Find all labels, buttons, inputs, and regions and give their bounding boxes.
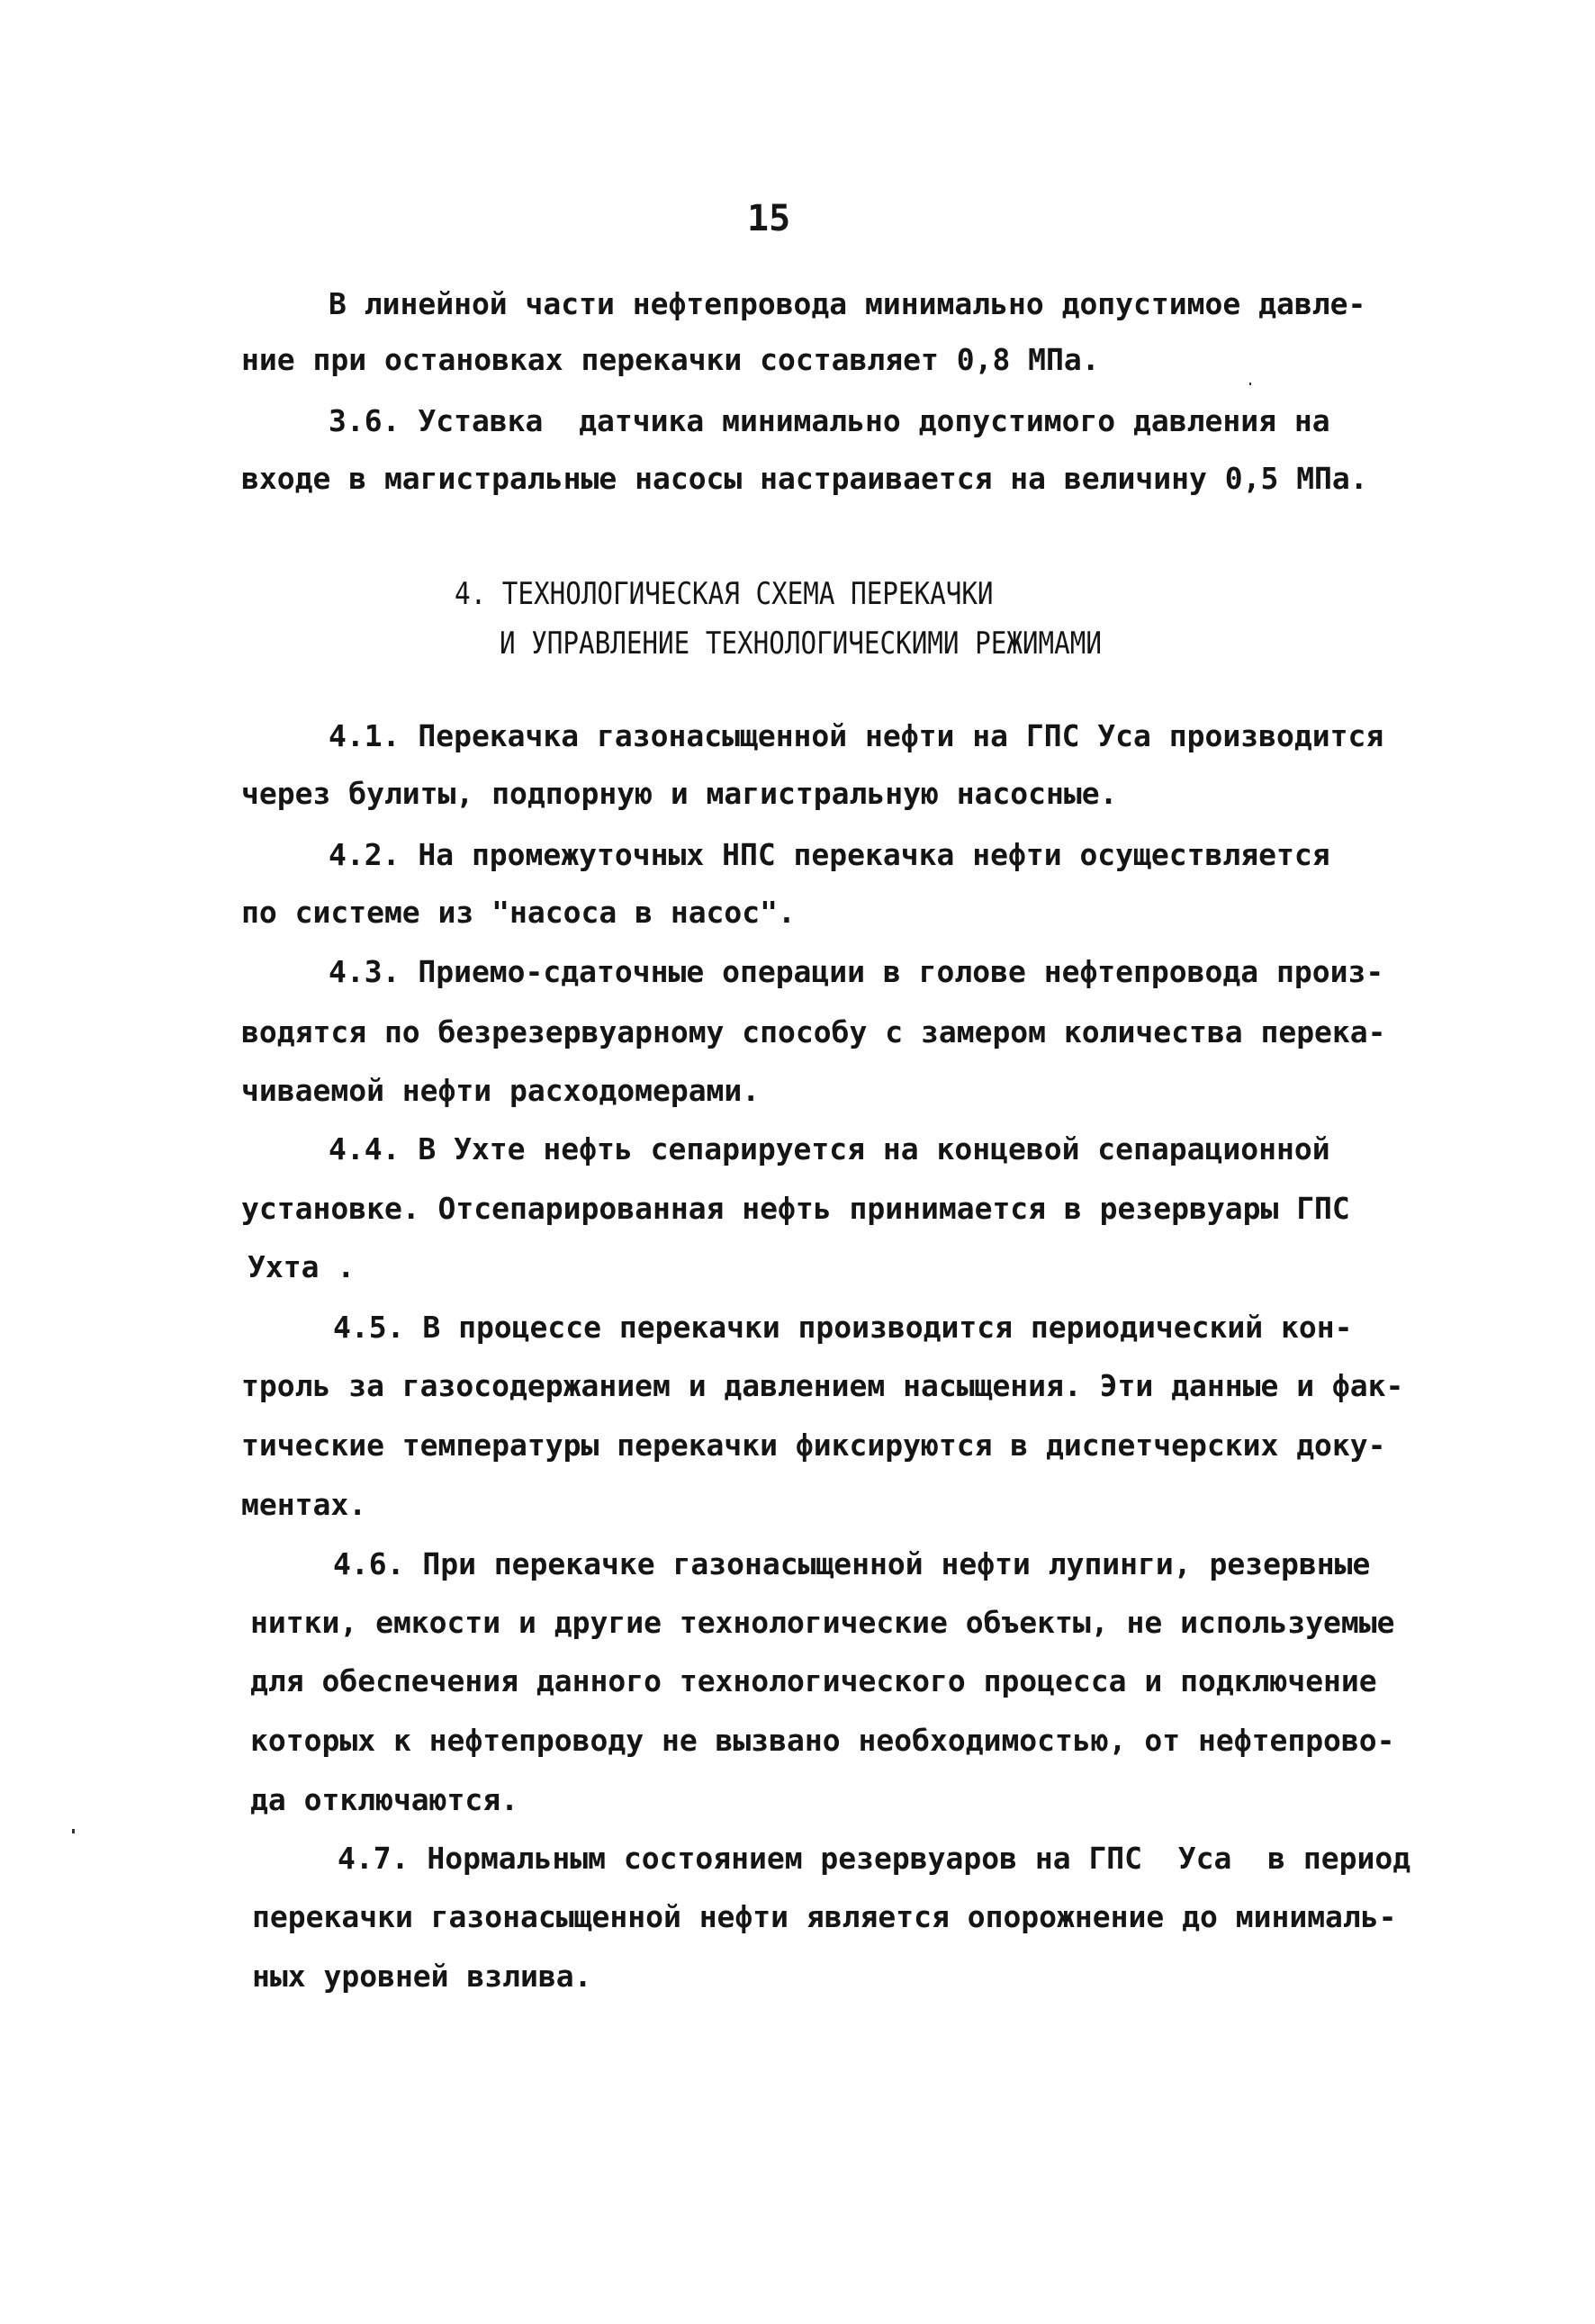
text-line: ние при остановках перекачки составляет 0,8 МПа.: [241, 342, 1100, 377]
text-line: по системе из "насоса в насос".: [241, 895, 796, 930]
text-line: 4.5. В процессе перекачки производится периодический кон-: [333, 1310, 1353, 1345]
text-line: которых к нефтепроводу не вызвано необходимостью, от нефтепрово-: [250, 1723, 1395, 1758]
text-line: тические температуры перекачки фиксируются в диспетчерских доку-: [241, 1428, 1386, 1463]
text-line: чиваемой нефти расходомерами.: [241, 1073, 761, 1108]
text-line: установке. Отсепарированная нефть принимается в резервуары ГПС: [241, 1191, 1350, 1226]
text-line: входе в магистральные насосы настраивается на величину 0,5 МПа.: [241, 461, 1368, 496]
section-heading-line: 4. ТЕХНОЛОГИЧЕСКАЯ СХЕМА ПЕРЕКАЧКИ: [455, 576, 994, 612]
text-line: 4.6. При перекачке газонасыщенной нефти лупинги, резервные: [333, 1546, 1371, 1581]
text-line: ментах.: [241, 1487, 367, 1522]
text-line: водятся по безрезервуарному способу с замером количества перека-: [241, 1014, 1386, 1049]
scan-speck: [72, 1829, 75, 1833]
text-line: В линейной части нефтепровода минимально допустимое давле-: [329, 286, 1366, 321]
text-line: 4.1. Перекачка газонасыщенной нефти на ГПС Уса производится: [329, 718, 1384, 753]
text-line: 4.4. В Ухте нефть сепарируется на концевой сепарационной: [329, 1131, 1330, 1167]
text-line: Ухта .: [248, 1249, 356, 1284]
page-number: 15: [747, 198, 791, 239]
text-line: 4.3. Приемо-сдаточные операции в голове нефтепровода произ-: [329, 954, 1384, 989]
text-line: 4.2. На промежуточных НПС перекачка нефти осуществляется: [329, 837, 1330, 872]
text-line: ных уровней взлива.: [252, 1959, 592, 1994]
text-line: троль за газосодержанием и давлением насыщения. Эти данные и фак-: [241, 1368, 1404, 1403]
scan-speck: [1249, 383, 1251, 385]
text-line: для обеспечения данного технологического процесса и подключение: [250, 1663, 1377, 1698]
text-line: 4.7. Нормальным состоянием резервуаров на ГПС Уса в период: [338, 1841, 1411, 1876]
text-line: нитки, емкости и другие технологические объекты, не используемые: [250, 1605, 1395, 1640]
text-line: через булиты, подпорную и магистральную насосные.: [241, 776, 1118, 811]
section-heading-line: И УПРАВЛЕНИЕ ТЕХНОЛОГИЧЕСКИМИ РЕЖИМАМИ: [500, 626, 1102, 662]
text-line: да отключаются.: [250, 1782, 519, 1817]
text-line: перекачки газонасыщенной нефти является опорожнение до минималь-: [252, 1899, 1397, 1934]
text-line: 3.6. Уставка датчика минимально допустимого давления на: [329, 403, 1330, 438]
